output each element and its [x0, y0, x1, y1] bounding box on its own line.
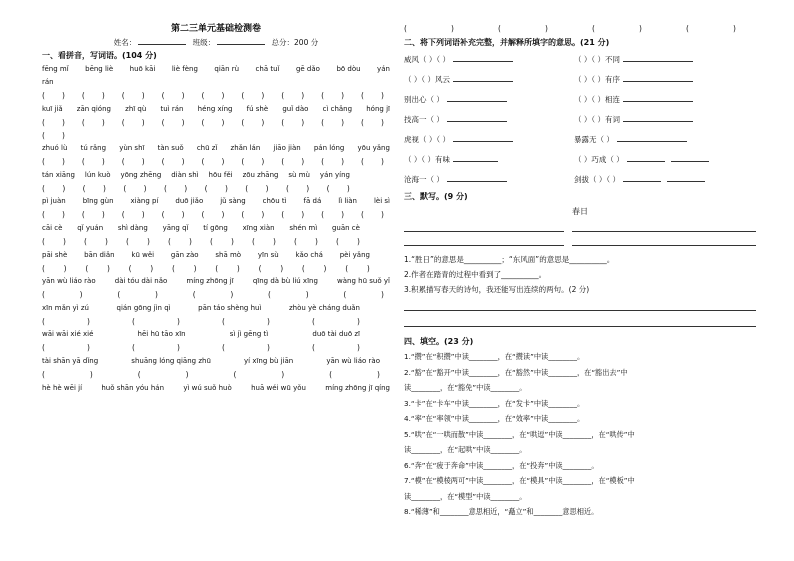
answer-brackets[interactable]: ( ) ( ) ( ) ( ) ( ) ( ) ( ) ( ) ( )	[42, 91, 384, 100]
pinyin-row: yān wù liáo rào dài tóu dài nǎo míng zhōng jī qīng dà bù liú xīng wàng hū suǒ yǐ	[42, 277, 390, 286]
pinyin-row: tán xiāng lún kuò yōng zhēng diàn shì hōu fěi zōu zhāng sù mù yán yíng	[42, 170, 350, 179]
fill-line: 读________，在“模型”中读________。	[404, 491, 527, 501]
fill-line: 4.“率”在“率领”中读________，在“效率”中读________。	[404, 414, 585, 423]
idiom-row[interactable]: 沧海一（ ） 剑拔（ ）（ ）	[404, 170, 756, 190]
answer-brackets[interactable]: ( ) ( ) ( ) ( ) ( ) ( ) ( ) ( )	[42, 183, 350, 193]
fill-line: 3.“卡”在“卡车”中读________，在“发卡”中读________。	[404, 398, 585, 408]
right-column	[404, 22, 756, 520]
answer-brackets[interactable]: ( ) ( ) ( ) ( )	[42, 369, 380, 379]
idiom-row[interactable]: 威风（ ）（ ） （ ）（ ）不同	[404, 50, 756, 70]
score-label: 总分：200 分	[271, 38, 319, 47]
section1-heading: 一、看拼音，写词语。(104 分)	[42, 51, 157, 60]
section4-heading: 四、填空。(23 分)	[404, 337, 474, 346]
idiom-row[interactable]: 虎视（ ）（ ） 暴露无（ ）	[404, 130, 756, 150]
answer-brackets[interactable]: ( ) ( ) ( ) ( ) ( ) ( ) ( ) ( ) ( )	[42, 117, 384, 127]
idiom-row[interactable]: （ ）（ ）风云 （ ）（ ）有序	[404, 70, 756, 90]
name-label: 姓名：	[113, 38, 137, 47]
poem-title: 春日	[572, 207, 588, 216]
fill-line: 读________，在“起哄”中读________。	[404, 445, 527, 454]
left-column	[42, 22, 390, 395]
pinyin-row: fēng mǐ bēng liè huō kāi liè fèng qiān rù chā tuǐ gē dǎo bō dòu yán	[42, 65, 390, 73]
fill-line: 读________，在“豁免”中读________。	[404, 383, 527, 392]
pinyin-row: zhuó lù tú rǎng yùn shī tàn suǒ chū zǐ zhǎn lán jiāo jiàn pán lóng yōu yǎng	[42, 144, 390, 153]
pinyin-row: pāi shè bān diǎn kū wěi gān zào shā mò yīn sù kǎo chá pèi yǎng	[42, 250, 370, 259]
question-2: 2.作者在踏青的过程中看到了__________。	[404, 270, 547, 279]
answer-brackets[interactable]: ( ) ( ) ( ) ( ) ( ) ( ) ( ) ( )	[42, 236, 360, 246]
answer-brackets[interactable]: ( ) ( ) ( ) ( )	[404, 24, 736, 33]
idiom-row[interactable]: （ ）（ ）有味 （ ）巧成（ ）	[404, 150, 756, 170]
pinyin-row: hè hè wēi jí huǒ shān yóu hán yì wú suǒ huò huā wéi wū yǒu míng zhōng jī qíng	[42, 383, 390, 392]
answer-brackets[interactable]: ( ) ( ) ( ) ( ) ( ) ( ) ( ) ( )	[42, 263, 370, 273]
answer-brackets[interactable]: ( ) ( ) ( ) ( )	[42, 316, 360, 326]
answer-line[interactable]	[404, 299, 756, 311]
name-field[interactable]	[138, 36, 186, 45]
student-info	[42, 36, 390, 49]
answer-brackets[interactable]: ( ) ( ) ( ) ( ) ( )	[42, 290, 384, 300]
class-label: 班级：	[192, 38, 216, 47]
poem-lines[interactable]	[404, 234, 756, 246]
fill-line: 6.“奔”在“疲于奔命”中读________，在“投奔”中读________。	[404, 460, 599, 470]
pinyin-row: tài shān yā dǐng shuāng lóng qiāng zhū yí xīng bù jiān yān wù liáo rào	[42, 356, 380, 365]
class-field[interactable]	[217, 36, 265, 45]
section2-heading: 二、将下列词语补充完整，并解释所填字的意思。(21 分)	[404, 38, 610, 47]
page-title: 第二三单元基础检测卷	[170, 24, 261, 34]
poem-lines[interactable]	[404, 220, 756, 232]
pinyin-row: pì juàn bīng gùn xiàng pí duō jiǎo jǔ sàng chōu tì fā dá lì liàn lèi sì	[42, 197, 390, 206]
fill-line: 8.“稀薄”和________意思相近，“矗立”和________意思相近。	[404, 507, 599, 516]
pinyin-row: xīn mǎn yì zú qián gōng jìn qì pān táo shèng huì zhòu yè cháng duǎn	[42, 303, 360, 312]
answer-brackets[interactable]: ( ) ( ) ( ) ( )	[42, 343, 360, 353]
pinyin-row: kuī jiǎ zān qióng zhī qù tuì rán héng xíng fú shè guǐ dào cì chǎng hóng jī	[42, 104, 390, 113]
answer-brackets[interactable]: ( ) ( ) ( ) ( ) ( ) ( ) ( ) ( ) ( )	[42, 210, 384, 220]
section3-heading: 三、默写。(9 分)	[404, 192, 468, 201]
answer-line[interactable]	[404, 315, 756, 327]
idiom-row[interactable]: 别出心（ ） （ ）（ ）相连	[404, 90, 756, 110]
question-3: 3.积累描写春天的诗句，我还能写出连续的两句。(2 分)	[404, 285, 590, 294]
answer-brackets[interactable]: ( )	[42, 131, 65, 141]
answer-brackets[interactable]: ( ) ( ) ( ) ( ) ( ) ( ) ( ) ( ) ( )	[42, 157, 384, 167]
fill-line: 2.“豁”在“豁开”中读________，在“豁然”中读________，在“豁出去”中	[404, 367, 628, 377]
fill-line: 5.“哄”在“一哄而散”中读________，在“哄逗”中读________，在“哄传”中	[404, 429, 635, 439]
fill-line: 1.“攒”在“积攒”中读________，在“攒读”中读________。	[404, 352, 585, 361]
question-1: 1.“胜日”的意思是__________；“东风面”的意思是__________。	[404, 255, 615, 264]
idiom-row[interactable]: 技高一（ ） （ ）（ ）有词	[404, 110, 756, 130]
pinyin-row: rán	[42, 78, 54, 86]
pinyin-row: wāi wāi xié xié hēi hū tāo xīn sì jì gēng tì duō tài duō zī	[42, 330, 360, 339]
fill-line: 7.“模”在“模棱两可”中读________，在“模具”中读________，在“模板”中	[404, 476, 635, 485]
pinyin-row: cāi cè qǐ yuán shì dàng yāng qǐ tí gōng xīng xiàn shén mì guān cè	[42, 223, 360, 232]
